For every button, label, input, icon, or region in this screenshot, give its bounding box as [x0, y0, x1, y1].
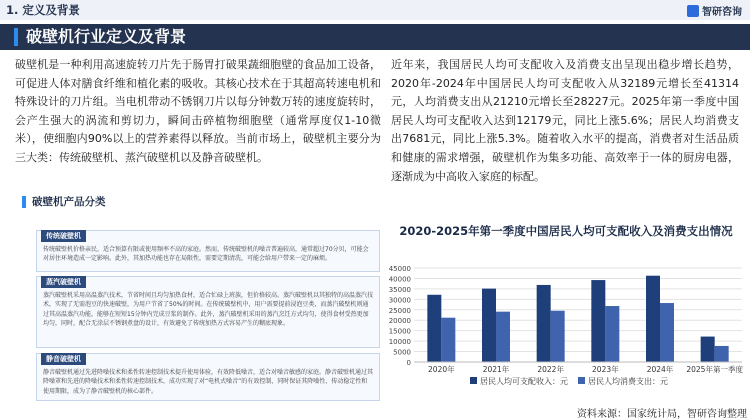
bar — [482, 289, 496, 362]
logo-text: 智研咨询 — [702, 7, 742, 18]
category-panel-silent — [36, 353, 380, 401]
bar — [715, 346, 729, 362]
category-description: 传统破壁机价格亲民，适合预算有限或使用频率不高的家庭。然而，传统破壁机的噪音普遍较高，通常超过70分贝，可能会对居住环境造成一定影响。此外，其加热功能也存在局限性，需要定期清洗，可能会给用户带来一定的麻烦。 — [43, 246, 369, 263]
category-tab: 静音破壁机 — [41, 353, 86, 365]
categories-header-text: 破壁机产品分类 — [32, 196, 106, 208]
bar — [551, 311, 565, 362]
category-description: 静音破壁机通过先进降噪技术和柔性转速控制技术提升使用体验，有效降低噪音，适合对噪音敏感的家庭。静音破壁机通过其降噪罩和先进的降噪技术和柔性转速控制技术，成功实现了对“电机式噪音”的有效控制，同时保证其降噪性、传动稳定性和使用期限，成为了静音破壁机的核心部件。 — [43, 369, 374, 395]
y-tick-label: 35000 — [388, 285, 411, 294]
categories-header-accent — [22, 196, 26, 208]
logo — [687, 3, 742, 18]
category-panel-traditional — [36, 230, 380, 272]
x-tick-label: 2025年第一季度 — [686, 365, 743, 374]
y-tick-label: 5000 — [393, 348, 411, 357]
y-tick-label: 20000 — [388, 317, 411, 326]
intro-paragraph: 破壁机是一种利用高速旋转刀片先于肠胃打破果蔬细胞壁的食品加工设备，可促进人体对膳食纤维和植化素的吸收。其核心技术在于其超高转速电机和特殊设计的刀片组。当电机带动不锈钢刀片以每分钟数万转的速度旋转时，会产生强大的涡流和剪切力，瞬间击碎植物细胞壁（通常厚度仅1-10微米），使细胞内90%以上的营养素得以释放。当前市场上，破壁机主要分为三大类：传统破壁机、蒸汽破壁机以及静音破壁机。 — [15, 58, 381, 164]
y-tick-label: 15000 — [388, 327, 411, 336]
bar — [660, 303, 674, 362]
title-bar — [0, 24, 750, 50]
bar — [591, 280, 605, 362]
income-chart — [380, 264, 750, 404]
bar — [701, 337, 715, 362]
y-tick-label: 10000 — [388, 338, 411, 347]
bar — [537, 285, 551, 362]
bar — [496, 312, 510, 362]
y-tick-label: 30000 — [388, 296, 411, 305]
x-tick-label: 2021年 — [482, 365, 510, 374]
bar — [441, 318, 455, 362]
bar — [427, 295, 441, 362]
bar — [605, 306, 619, 362]
category-tab: 蒸汽破壁机 — [41, 276, 86, 288]
chart-title: 2020-2025年第一季度中国居民人均可支配收入及消费支出情况 — [399, 224, 733, 238]
section-title: 1. 定义及背景 — [6, 3, 80, 17]
category-panel-steam — [36, 276, 380, 348]
legend-label: 居民人均消费支出：元 — [588, 377, 668, 386]
legend-label: 居民人均可支配收入：元 — [480, 377, 568, 386]
y-tick-label: 0 — [406, 359, 411, 367]
legend-swatch — [578, 377, 585, 384]
categories-header — [22, 194, 172, 210]
x-tick-label: 2023年 — [592, 365, 619, 374]
top-bar — [0, 0, 750, 20]
logo-icon — [687, 5, 699, 17]
x-tick-label: 2024年 — [646, 365, 674, 374]
y-tick-label: 25000 — [388, 306, 411, 315]
page-title: 破壁机行业定义及背景 — [26, 27, 187, 46]
x-tick-label: 2022年 — [537, 365, 564, 374]
legend-swatch — [470, 377, 477, 384]
source-note: 资料来源：国家统计局，智研咨询整理 — [577, 409, 747, 420]
y-tick-label: 45000 — [388, 265, 411, 273]
y-tick-label: 40000 — [388, 275, 411, 284]
category-tab: 传统破壁机 — [41, 230, 86, 242]
x-tick-label: 2020年 — [428, 365, 455, 374]
bar — [646, 276, 660, 362]
category-description: 蒸汽破壁机采用高温蒸汽技术，节省时间且均匀加热食材，适合忙碌上班族，但价格较高。蒸汽破壁机以其独特的高温蒸汽技术，实现了无需泡豆的快速破壁，为用户节省了50%的时间。在传统破壁机中，用户需要提前浸泡豆类，而蒸汽破壁机则通过其高温蒸汽功能，能够在短短15分钟内完成豆浆的制作。此外，蒸汽破壁机采用的蒸汽烹饪方式均匀，使得食材受热更加均匀，同时，配合无涂层不锈钢煮盘的设计，有效避免了传统加热方式容易产生的糊底现象。 — [43, 292, 374, 328]
income-paragraph: 近年来，我国居民人均可支配收入及消费支出呈现出稳步增长趋势，2020年-2024年中国居民人均可支配收入从32189元增长至41314元，人均消费支出从21210元增长至28227元。2025年第一季度中国居民人均可支配收入达到12179元，同比上涨5.6%；居民人均消费支出7681元，同比上涨5.3%。随着收入水平的提高，消费者对生活品质和健康的需求增强，破壁机作为集多功能、高效率于一体的厨房电器，逐渐成为中高收入家庭的标配。 — [391, 58, 739, 183]
title-accent — [14, 28, 18, 46]
